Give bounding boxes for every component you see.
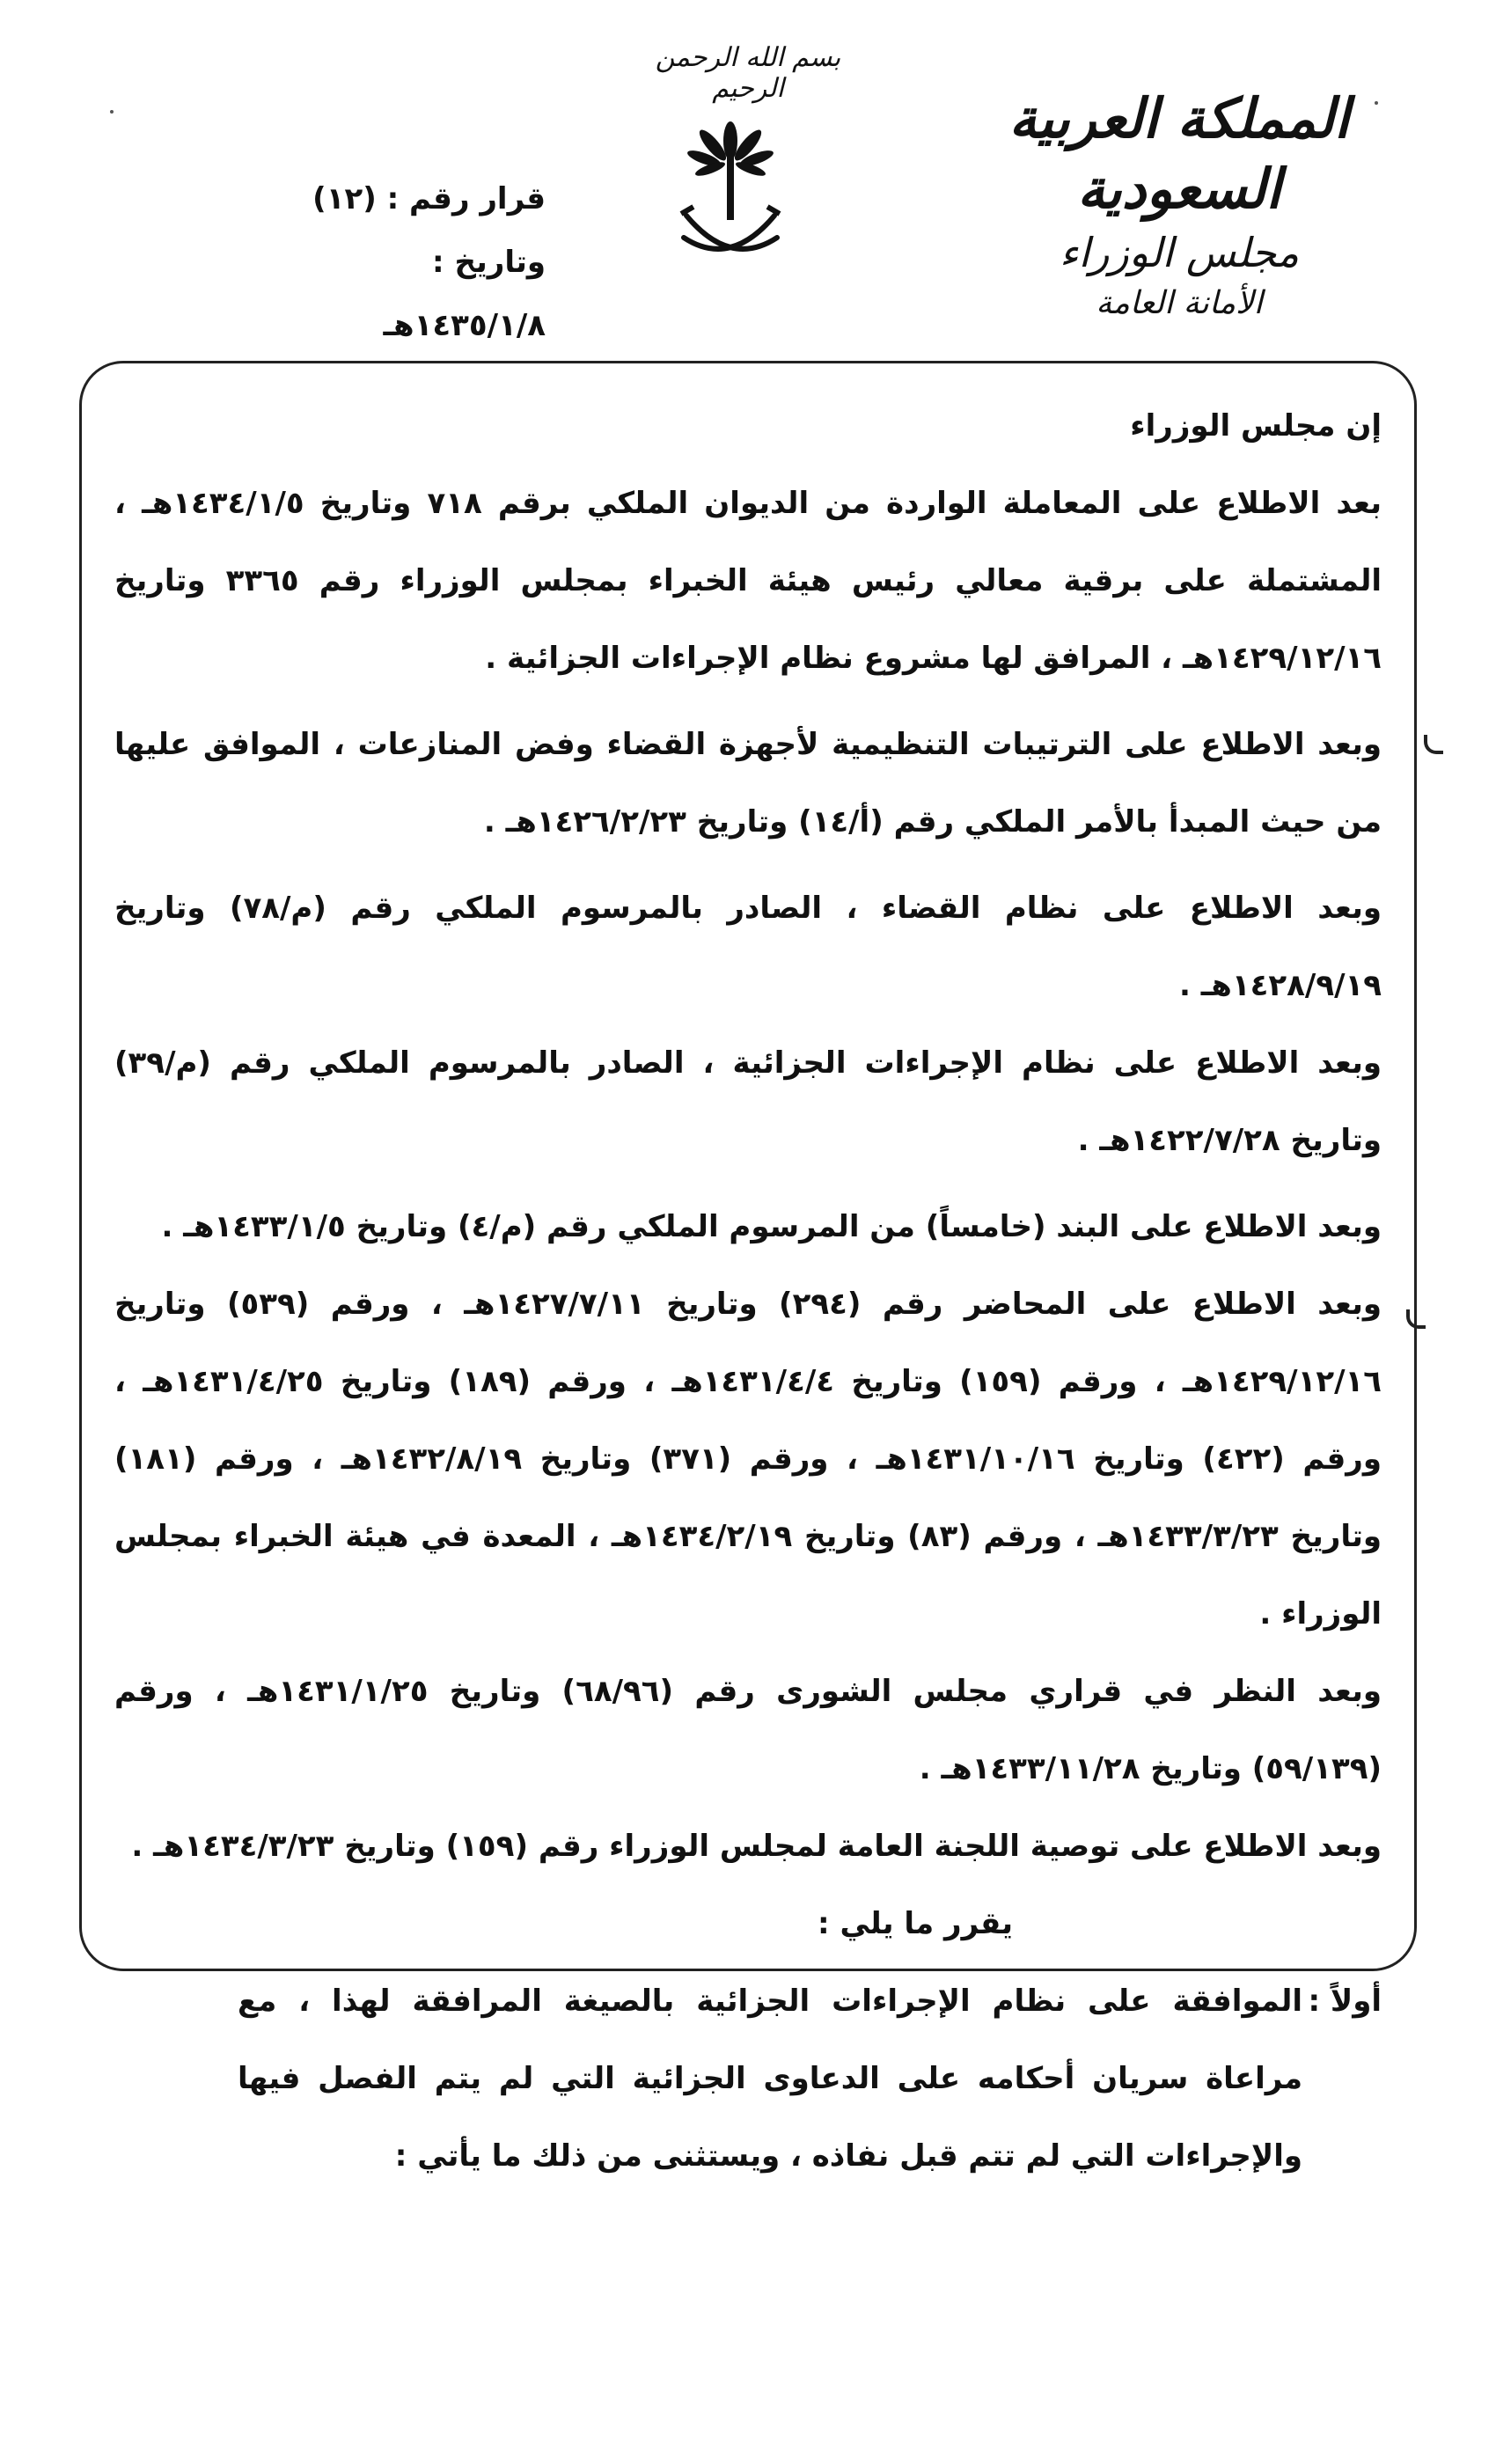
document-body xyxy=(114,387,1382,2195)
opening-line: إن مجلس الوزراء xyxy=(1130,408,1382,444)
paragraph: وبعد الاطلاع على البند (خامساً) من المرسوم الملكي رقم (م/٤) وتاريخ ١٤٣٣/١/٥هـ . xyxy=(161,1209,1382,1244)
paragraph: وبعد الاطلاع على توصية اللجنة العامة لمجلس الوزراء رقم (١٥٩) وتاريخ ١٤٣٤/٣/٢٣هـ . xyxy=(131,1829,1382,1864)
council-title: مجلس الوزراء xyxy=(1059,229,1300,276)
basmala: بسم الله الرحمن الرحيم xyxy=(655,42,841,104)
decision-info xyxy=(264,167,546,357)
article-text: الموافقة على نظام الإجراءات الجزائية بالصيغة المرافقة لهذا ، مع مراعاة سريان أحكامه على الدعاوى الجزائية التي لم يتم الفصل فيها والإجراءات التي لم تتم قبل نفاذه ، ويستثنى من ذلك ما يأتي : xyxy=(238,1984,1302,2174)
scan-speck xyxy=(110,110,114,114)
decides-heading: يقرر ما يلي : xyxy=(818,1906,1013,1941)
decision-number: قرار رقم : (١٢) xyxy=(312,181,546,216)
article-item xyxy=(114,1962,1382,2195)
paragraph: وبعد الاطلاع على الترتيبات التنظيمية لأجهزة القضاء وفض المنازعات ، الموافق عليها من حيث المبدأ بالأمر الملكي رقم (أ/١٤) وتاريخ ١٤٢٦/٢/٢٣هـ . xyxy=(114,727,1382,840)
article-label: أولاً : xyxy=(1308,1984,1382,2019)
paragraph: وبعد الاطلاع على نظام القضاء ، الصادر بالمرسوم الملكي رقم (م/٧٨) وتاريخ ١٤٢٨/٩/١٩هـ . xyxy=(114,891,1382,1003)
paragraph: وبعد الاطلاع على نظام الإجراءات الجزائية ، الصادر بالمرسوم الملكي رقم (م/٣٩) وتاريخ ١٤٢٢/٧/٢٨هـ . xyxy=(114,1045,1382,1158)
saudi-emblem-icon xyxy=(673,114,788,273)
paragraph: وبعد الاطلاع على المحاضر رقم (٢٩٤) وتاريخ ١٤٢٧/٧/١١هـ ، ورقم (٥٣٩) وتاريخ ١٤٢٩/١٢/١٦هـ ، ورقم (١٥٩) وتاريخ ١٤٣١/٤/٤هـ ، ورقم (١٨٩) وتاريخ ١٤٣١/٤/٢٥هـ ، ورقم (٤٢٢) وتاريخ ١٤٣١/١٠/١٦هـ ، ورقم (٣٧١) وتاريخ ١٤٣٢/٨/١٩هـ ، ورقم (١٨١) وتاريخ ١٤٣٣/٣/٢٣هـ ، ورقم (٨٣) وتاريخ ١٤٣٤/٢/١٩هـ ، المعدة في هيئة الخبراء بمجلس الوزراء . xyxy=(114,1287,1382,1632)
paragraph: بعد الاطلاع على المعاملة الواردة من الديوان الملكي برقم ٧١٨ وتاريخ ١٤٣٤/١/٥هـ ، المشتملة على برقية معالي رئيس هيئة الخبراء بمجلس الوزراء رقم ٣٣٦٥ وتاريخ ١٤٢٩/١٢/١٦هـ ، المرافق لها مشروع نظام الإجراءات الجزائية . xyxy=(114,486,1382,676)
scan-speck xyxy=(1375,101,1378,105)
margin-mark xyxy=(1424,735,1443,754)
decision-date: وتاريخ : ١٤٣٥/١/٨هـ xyxy=(383,245,546,343)
letterhead xyxy=(933,84,1426,326)
paragraph: وبعد النظر في قراري مجلس الشورى رقم (٦٨/٩٦) وتاريخ ١٤٣١/١/٢٥هـ ، ورقم (٥٩/١٣٩) وتاريخ ١٤٣٣/١١/٢٨هـ . xyxy=(114,1674,1382,1786)
kingdom-title: المملكة العربية السعودية xyxy=(1008,86,1350,221)
secretariat-title: الأمانة العامة xyxy=(1096,285,1263,321)
